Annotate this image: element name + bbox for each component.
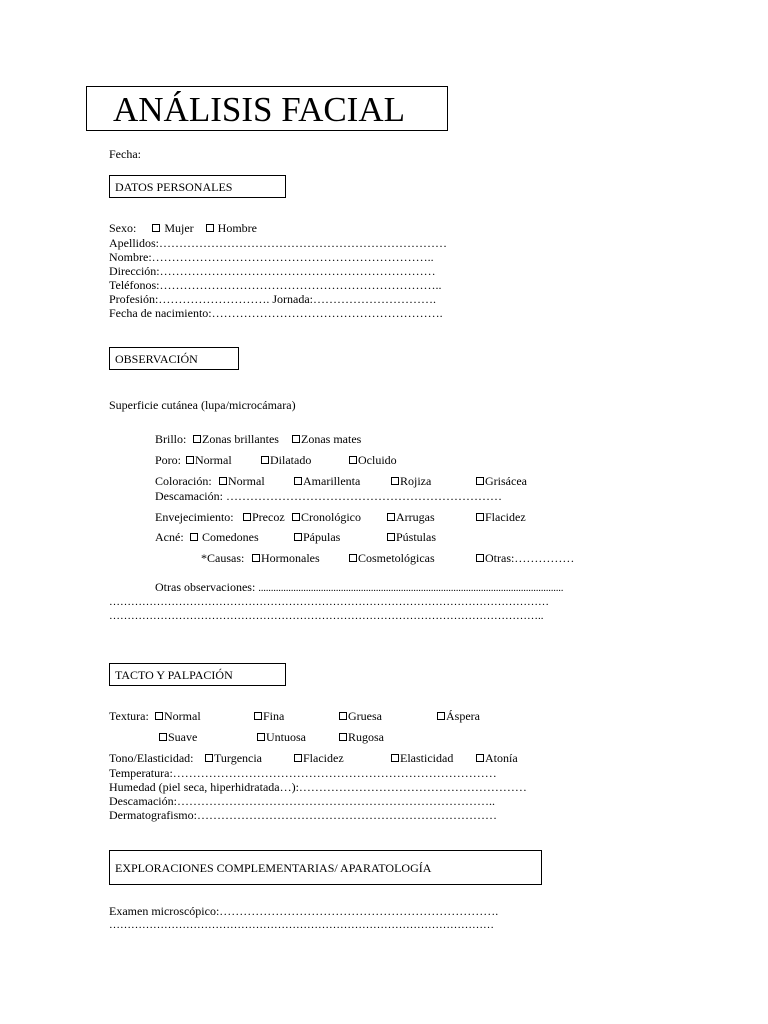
section-tacto-palpacion [109,663,286,686]
checkbox[interactable] [159,733,167,741]
poro-label: Poro: [155,453,182,467]
textura-option-fina[interactable]: Fina [254,709,284,723]
section-observacion [109,347,239,370]
section-tacto-label: TACTO Y PALPACIÓN [115,667,233,682]
checkbox[interactable] [387,513,395,521]
hombre-checkbox[interactable] [206,224,214,232]
envejecimiento-label: Envejecimiento: [155,510,234,524]
checkbox[interactable] [294,533,302,541]
textura-option-aspera[interactable]: Áspera [437,709,480,723]
brillo-option-2[interactable]: Zonas mates [292,432,361,446]
section-observacion-label: OBSERVACIÓN [115,351,198,366]
tono-option-1[interactable]: Turgencia [205,751,262,765]
descamacion-obs-field[interactable]: Descamación: …………………………………………………………… [155,489,502,503]
section-exploraciones [109,850,542,885]
coloracion-option-2[interactable]: Amarillenta [294,474,360,488]
superficie-label: Superficie cutánea (lupa/microcámara) [109,398,296,412]
brillo-label: Brillo: [155,432,187,446]
coloracion-label: Coloración: [155,474,212,488]
causas-option-2[interactable]: Cosmetológicas [349,551,435,565]
envejecimiento-option-3[interactable]: Arrugas [387,510,435,524]
coloracion-option-1[interactable]: Normal [219,474,265,488]
telefonos-field[interactable]: Teléfonos:…………………………………………………………….. [109,278,442,292]
acne-option-3[interactable]: Pústulas [387,530,436,544]
checkbox[interactable] [339,733,347,741]
checkbox[interactable] [205,754,213,762]
envejecimiento-option-1[interactable]: Precoz [243,510,285,524]
brillo-option-1[interactable]: Zonas brillantes [193,432,279,446]
descamacion-tacto-field[interactable]: Descamación:…………………………………………………………………….. [109,794,495,808]
direccion-field[interactable]: Dirección:…………………………………………………………… [109,264,436,278]
checkbox[interactable] [190,533,198,541]
section-datos-label: DATOS PERSONALES [115,179,233,194]
dermatografismo-field[interactable]: Dermatografismo:………………………………………………………………… [109,808,497,822]
envejecimiento-option-4[interactable]: Flacidez [476,510,526,524]
textura-option-rugosa[interactable]: Rugosa [339,730,384,744]
nacimiento-field[interactable]: Fecha de nacimiento:…………………………………………………. [109,306,443,320]
textura-option-suave[interactable]: Suave [159,730,197,744]
checkbox[interactable] [437,712,445,720]
sexo-row [109,221,257,235]
tono-label: Tono/Elasticidad: [109,751,194,765]
checkbox[interactable] [261,456,269,464]
checkbox[interactable] [254,712,262,720]
checkbox[interactable] [243,513,251,521]
textura-option-normal[interactable]: Normal [155,709,201,723]
acne-option-1[interactable]: Comedones [190,530,259,544]
checkbox[interactable] [155,712,163,720]
checkbox[interactable] [476,554,484,562]
poro-option-2[interactable]: Dilatado [261,453,311,467]
coloracion-option-3[interactable]: Rojiza [391,474,431,488]
checkbox[interactable] [257,733,265,741]
checkbox[interactable] [219,477,227,485]
checkbox[interactable] [292,435,300,443]
otras-observaciones-label: Otras observaciones: [155,580,256,594]
examen-microscopico-line[interactable]: …………………………………………………………………………………………… [109,919,494,931]
textura-option-gruesa[interactable]: Gruesa [339,709,382,723]
textura-label: Textura: [109,709,149,723]
checkbox[interactable] [252,554,260,562]
checkbox[interactable] [476,477,484,485]
poro-option-1[interactable]: Normal [186,453,232,467]
envejecimiento-option-2[interactable]: Cronológico [292,510,361,524]
section-exploraciones-label: EXPLORACIONES COMPLEMENTARIAS/ APARATOLOGÍA [115,860,432,875]
checkbox[interactable] [391,477,399,485]
coloracion-option-4[interactable]: Grisácea [476,474,527,488]
textura-option-untuosa[interactable]: Untuosa [257,730,306,744]
sexo-label: Sexo: [109,221,137,235]
checkbox[interactable] [193,435,201,443]
checkbox[interactable] [349,554,357,562]
apellidos-field[interactable]: Apellidos:……………………………………………………………… [109,236,447,250]
tono-option-2[interactable]: Flacidez [294,751,344,765]
profesion-field[interactable]: Profesión:………………………. Jornada:…………………………. [109,292,436,306]
otras-observaciones-row[interactable] [155,580,563,596]
hombre-label: Hombre [217,221,257,235]
acne-option-2[interactable]: Pápulas [294,530,340,544]
tono-option-3[interactable]: Elasticidad [391,751,453,765]
fecha-label: Fecha: [109,147,141,161]
checkbox[interactable] [387,533,395,541]
checkbox[interactable] [476,513,484,521]
checkbox[interactable] [186,456,194,464]
checkbox[interactable] [294,477,302,485]
tono-option-4[interactable]: Atonía [476,751,518,765]
causas-option-3[interactable]: Otras:…………… [476,551,574,565]
checkbox[interactable] [476,754,484,762]
poro-option-3[interactable]: Ocluido [349,453,397,467]
otras-observaciones-dots: .......................................................................................................................... [258,583,564,594]
checkbox[interactable] [294,754,302,762]
mujer-label: Mujer [164,221,194,235]
checkbox[interactable] [339,712,347,720]
acne-label: Acné: [155,530,184,544]
page-title: ANÁLISIS FACIAL [113,90,405,129]
causas-label: *Causas: [201,551,245,565]
otras-observaciones-line-1[interactable]: ………………………………………………………………………………………………………… [109,596,549,608]
checkbox[interactable] [292,513,300,521]
section-datos-personales [109,175,286,198]
mujer-checkbox[interactable] [152,224,160,232]
checkbox[interactable] [391,754,399,762]
nombre-field[interactable]: Nombre:…………………………………………………………….. [109,250,434,264]
examen-microscopico-field[interactable]: Examen microscópico:……………………………………………………………. [109,904,499,918]
causas-option-1[interactable]: Hormonales [252,551,320,565]
checkbox[interactable] [349,456,357,464]
humedad-field[interactable]: Humedad (piel seca, hiperhidratada…):………………………………………………… [109,780,527,794]
temperatura-field[interactable]: Temperatura:……………………………………………………………………… [109,766,497,780]
otras-observaciones-line-2[interactable]: ……………………………………………………………………………………………………….. [109,610,544,622]
